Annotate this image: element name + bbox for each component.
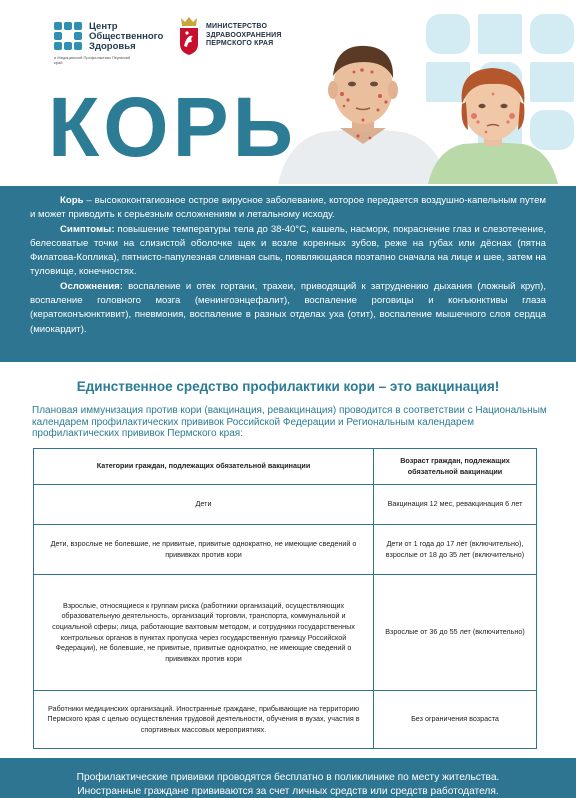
vaccination-heading: Единственное средство профилактики кори – это вакцинация! bbox=[76, 379, 500, 394]
table-row bbox=[34, 525, 537, 575]
cph-logo-mark-icon bbox=[54, 22, 84, 52]
footer-band bbox=[0, 758, 576, 798]
table-cell-age: Без ограничения возраста bbox=[374, 691, 537, 749]
footer-line1: Профилактические прививки проводятся бесплатно в поликлинике по месту жительства. bbox=[76, 772, 500, 783]
table-cell-category: Работники медицинских организаций. Иностранные граждане, прибывающие на территорию Пермского края с целью осуществления трудовой деятельности, обучения в вузах, участия в спортивных массовых мероприятиях. bbox=[34, 691, 374, 749]
definition-paragraph bbox=[30, 194, 546, 223]
vaccination-table bbox=[33, 448, 537, 749]
cph-logo-line2: Общественного bbox=[89, 31, 164, 42]
table-header-age: Возраст граждан, подлежащих обязательной вакцинации bbox=[374, 449, 537, 485]
cph-logo-line3: Здоровья bbox=[89, 41, 136, 52]
table-cell-category: Взрослые, относящиеся к группам риска (работники организаций, осуществляющих образовательную деятельность, организаций торговли, транспорта, коммунальной и социальной сферы; лица, работающие вахтовым методом, и сотрудники государственных контрольных органов в пунктах пропуска через государственную границу Российской Федерации), не болевшие, не привитые, привитые однократно, не имеющие сведений о прививках против кори bbox=[34, 575, 374, 691]
definition-text: – высококонтагиозное острое вирусное заболевание, которое передается воздушно-капельным путем и может приводить к серьезным осложнениям и летальному исходу. bbox=[30, 195, 546, 221]
table-cell-age: Дети от 1 года до 17 лет (включительно), взрослые от 18 до 35 лет (включительно) bbox=[374, 525, 537, 575]
sick-people-illustration bbox=[278, 32, 568, 184]
table-row bbox=[34, 691, 537, 749]
symptoms-paragraph bbox=[30, 223, 546, 280]
table-header-category: Категории граждан, подлежащих обязательной вакцинации bbox=[34, 449, 374, 485]
complications-text: воспаление и отек гортани, трахеи, приводящий к затруднению дыхания (ложный круп), воспаление головного мозга (менингоэнцефалит), воспаление роговицы и конъюнктивы глаза (кератоконъюнктивит), пневмония, воспаление в разных отделах уха (отит), воспаление мышечного слоя сердца (миокардит). bbox=[30, 280, 546, 335]
table-cell-category: Дети bbox=[34, 485, 374, 525]
complications-term: Осложнения: bbox=[60, 280, 123, 292]
ministry-line1: МИНИСТЕРСТВО bbox=[206, 23, 268, 31]
ministry-text bbox=[206, 23, 282, 49]
cph-logo-line1: Центр bbox=[89, 21, 118, 32]
table-cell-category: Дети, взрослые не болевшие, не привитые, привитые однократно, не имеющие сведений о прививках против кори bbox=[34, 525, 374, 575]
complications-paragraph bbox=[30, 280, 546, 337]
perm-crest-icon bbox=[178, 16, 200, 56]
table-header-row bbox=[34, 449, 537, 485]
symptoms-term: Симптомы: bbox=[60, 223, 115, 235]
ministry-line3: ПЕРМСКОГО КРАЯ bbox=[206, 40, 274, 48]
vaccination-intro: Плановая иммунизация против кори (вакцинация, ревакцинация) проводится в соответствии с Национальным календарем профилактических прививок Российской Федерации и Региональным календарем профилактических прививок Пермского края: bbox=[32, 405, 547, 440]
info-band bbox=[0, 186, 576, 362]
page-title: КОРЬ bbox=[48, 80, 298, 174]
definition-term: Корь bbox=[60, 195, 84, 206]
table-row bbox=[34, 575, 537, 691]
cph-logo-subtitle: и Медицинской Профилактики Пермский край bbox=[54, 55, 131, 65]
footer-line2: Иностранные граждане прививаются за счет личных средств или средств работодателя. bbox=[77, 785, 499, 797]
ministry-logo bbox=[178, 16, 282, 56]
symptoms-text: повышение температуры тела до 38-40°С, кашель, насморк, покраснение глаз и слезотечение, белесоватые точки на слизистой оболочке щек и возле коренных зубов, реже на губах или дёснах (пятна Филатова-Коплика), пятнисто-папулезная сливная сыпь, появляющаяся поэтапно сначала на лице и шее, затем на туловище, конечностях. bbox=[30, 223, 546, 278]
table-row bbox=[34, 485, 537, 525]
cph-logo-text bbox=[89, 22, 163, 52]
cph-logo bbox=[54, 22, 163, 52]
table-cell-age: Вакцинация 12 мес, ревакцинация 6 лет bbox=[374, 485, 537, 525]
table-cell-age: Взрослые от 36 до 55 лет (включительно) bbox=[374, 575, 537, 691]
ministry-line2: ЗДРАВООХРАНЕНИЯ bbox=[206, 31, 282, 39]
